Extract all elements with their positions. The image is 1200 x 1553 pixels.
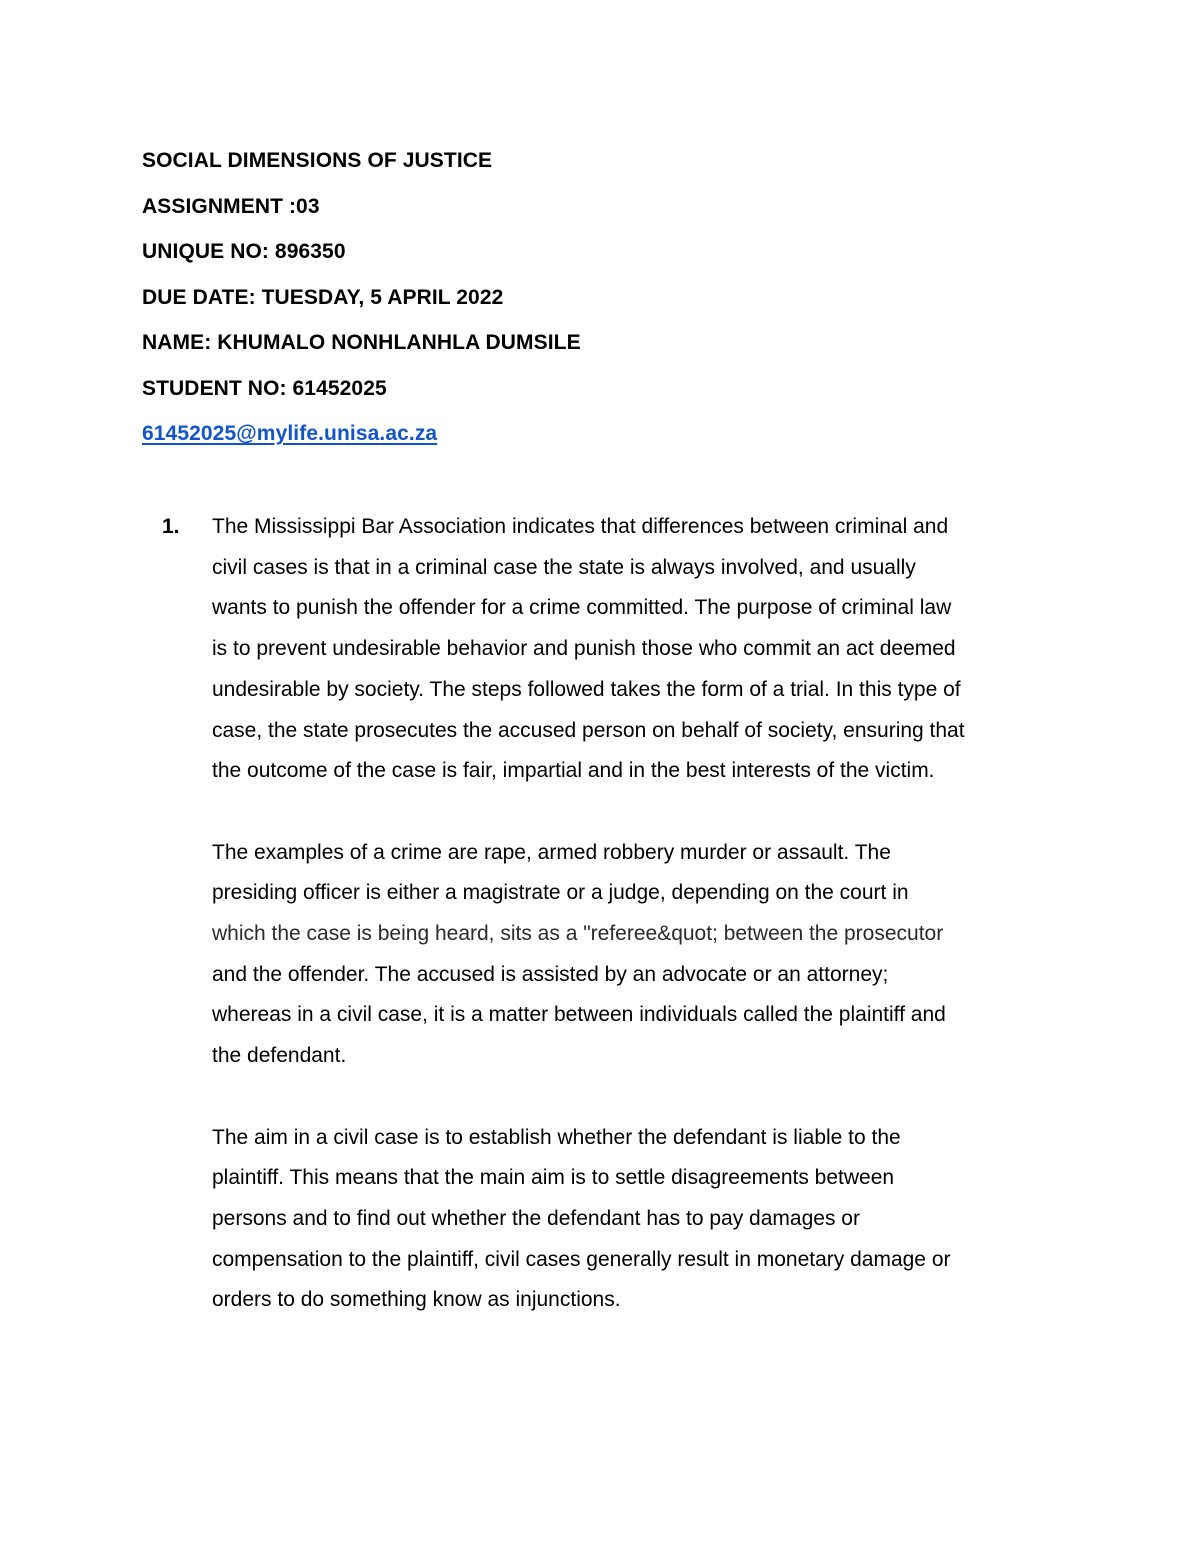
unique-number: UNIQUE NO: 896350 <box>142 240 346 263</box>
text-line: undesirable by society. The steps followed takes the form of a trial. In this type of <box>212 677 961 701</box>
text-line: The aim in a civil case is to establish whether the defendant is liable to the <box>212 1125 901 1149</box>
numbered-list <box>142 507 1072 1362</box>
due-date: DUE DATE: TUESDAY, 5 APRIL 2022 <box>142 285 504 309</box>
paragraph-civil-cases <box>212 1118 1072 1322</box>
email-line <box>142 411 1042 457</box>
text-line: persons and to find out whether the defendant has to pay damages or <box>212 1206 860 1230</box>
text-line: case, the state prosecutes the accused person on behalf of society, ensuring that <box>212 718 965 742</box>
text-line: civil cases is that in a criminal case the state is always involved, and usually <box>212 555 916 579</box>
text-line: orders to do something know as injunctions. <box>212 1288 621 1312</box>
text-line: presiding officer is either a magistrate or a judge, depending on the court in <box>212 881 909 905</box>
document-header <box>142 138 1042 457</box>
text-line: the defendant. <box>212 1044 347 1068</box>
text-line: The Mississippi Bar Association indicates that differences between criminal and <box>212 515 949 538</box>
email-link[interactable]: 61452025@mylife.unisa.ac.za <box>142 422 438 445</box>
list-item-1 <box>142 507 1072 1321</box>
text-line: The examples of a crime are rape, armed robbery murder or assault. The <box>212 840 891 864</box>
text-line: is to prevent undesirable behavior and punish those who commit an act deemed <box>212 637 956 661</box>
text-line: whereas in a civil case, it is a matter between individuals called the plaintiff and <box>212 1003 946 1027</box>
course-title: SOCIAL DIMENSIONS OF JUSTICE <box>142 149 493 172</box>
student-number: STUDENT NO: 61452025 <box>142 376 387 400</box>
paragraph-criminal-cases <box>212 507 1072 792</box>
list-item-number: 1. <box>162 515 180 538</box>
text-line: the outcome of the case is fair, impartial and in the best interests of the victim. <box>212 759 935 783</box>
text-line: plaintiff. This means that the main aim is to settle disagreements between <box>212 1166 895 1190</box>
text-line: compensation to the plaintiff, civil cases generally result in monetary damage or <box>212 1247 951 1271</box>
text-line: which the case is being heard, sits as a "referee&quot; between the prosecutor <box>212 922 944 946</box>
text-line: and the offender. The accused is assisted by an advocate or an attorney; <box>212 962 889 986</box>
student-name: NAME: KHUMALO NONHLANHLA DUMSILE <box>142 331 581 354</box>
text-line: wants to punish the offender for a crime committed. The purpose of criminal law <box>212 596 952 620</box>
paragraph-crime-examples <box>212 833 1072 1077</box>
assignment-number: ASSIGNMENT :03 <box>142 194 320 218</box>
